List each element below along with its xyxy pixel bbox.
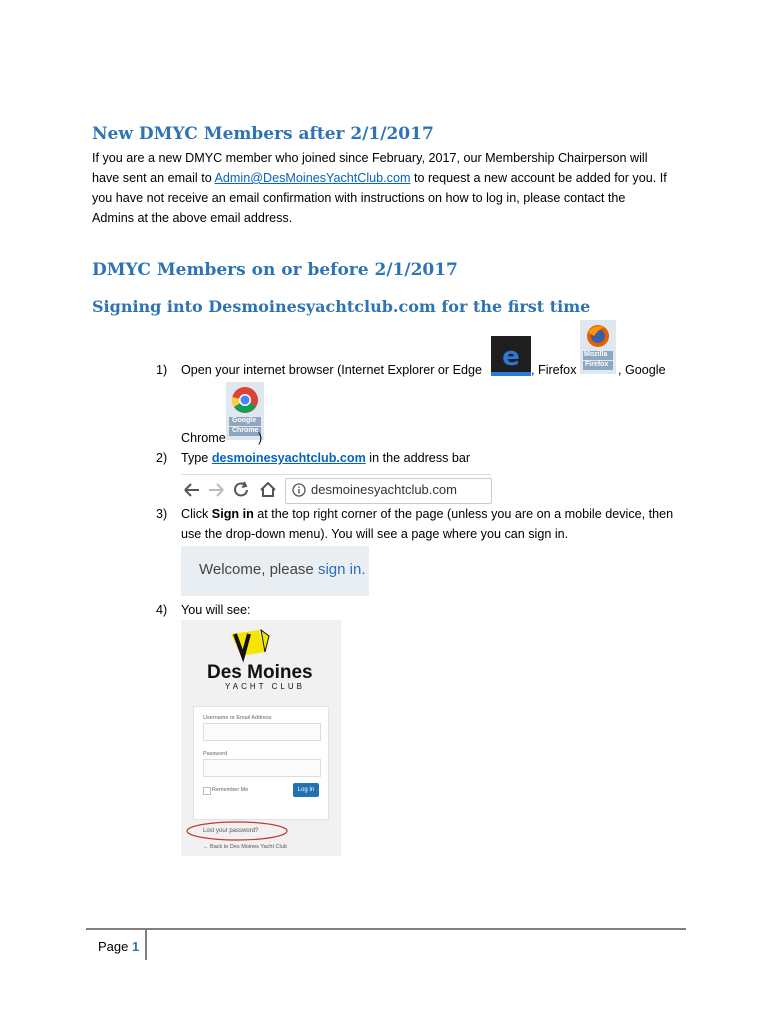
firefox-icon bbox=[580, 320, 616, 374]
remember-checkbox[interactable] bbox=[203, 787, 211, 795]
edge-icon bbox=[491, 336, 531, 376]
firefox-icon-label: Mozilla bbox=[584, 351, 608, 358]
remember-label: Remember Me bbox=[212, 787, 249, 793]
reload-icon bbox=[235, 482, 247, 495]
subheading-first-sign-in: Signing into Desmoinesyachtclub.com for the first time bbox=[92, 297, 591, 316]
address-bar-url: desmoinesyachtclub.com bbox=[311, 482, 457, 497]
password-label: Password bbox=[203, 751, 228, 757]
footer-vertical-rule bbox=[145, 930, 147, 960]
page-label: Page bbox=[98, 939, 132, 954]
paragraph-line bbox=[92, 168, 682, 188]
forward-arrow-icon bbox=[209, 484, 223, 496]
step-1-text-chrome: Chrome bbox=[181, 431, 226, 445]
step-3-post: at the top right corner of the page (unless you are on a mobile device, then bbox=[253, 507, 674, 521]
step-2-post: in the address bar bbox=[365, 451, 471, 465]
address-bar-screenshot bbox=[181, 474, 491, 505]
welcome-sign-in-screenshot bbox=[181, 546, 369, 596]
step-1-text-firefox: , Firefox bbox=[531, 363, 577, 377]
chrome-icon-label: Google bbox=[232, 417, 257, 424]
welcome-text bbox=[199, 561, 365, 578]
paragraph-line: Admins at the above email address. bbox=[92, 211, 293, 225]
footer-rule bbox=[86, 928, 686, 930]
step-1-text-google: , Google bbox=[618, 363, 666, 377]
step-3-number: 3) bbox=[156, 507, 168, 521]
firefox-icon-label: Firefox bbox=[585, 361, 609, 368]
username-label: Username or Email Address bbox=[203, 715, 272, 721]
username-input[interactable] bbox=[203, 723, 321, 741]
back-arrow-icon bbox=[185, 484, 199, 496]
step-1-text: Open your internet browser (Internet Explorer or Edge bbox=[181, 363, 483, 377]
info-icon bbox=[292, 483, 306, 497]
login-form bbox=[193, 706, 329, 820]
step-3-bold: Sign in bbox=[211, 507, 254, 521]
page-number bbox=[98, 939, 139, 954]
logo-title: Des Moines bbox=[207, 662, 313, 683]
step-1-text-close: ) bbox=[258, 431, 263, 445]
home-icon bbox=[261, 483, 275, 496]
step-2-number: 2) bbox=[156, 451, 168, 465]
password-input[interactable] bbox=[203, 759, 321, 777]
step-2-pre: Type bbox=[181, 451, 212, 465]
step-4-text: You will see: bbox=[181, 603, 251, 617]
svg-text:e: e bbox=[502, 342, 520, 372]
step-3-text-line2: use the drop-down menu). You will see a page where you can sign in. bbox=[181, 527, 569, 541]
section-heading-new-members: New DMYC Members after 2/1/2017 bbox=[92, 124, 434, 144]
paragraph-line: you have not receive an email confirmation with instructions on how to log in, please contact the bbox=[92, 191, 626, 205]
new-members-paragraph bbox=[92, 148, 682, 228]
red-circle-highlight-icon bbox=[185, 820, 295, 842]
paragraph-line: If you are a new DMYC member who joined since February, 2017, our Membership Chairperson will bbox=[92, 151, 648, 165]
chrome-icon-label: Chrome bbox=[232, 427, 259, 434]
step-2-text bbox=[181, 451, 470, 465]
step-3-text bbox=[181, 507, 673, 521]
paragraph-text: have sent an email to bbox=[92, 171, 215, 185]
login-button[interactable]: Log In bbox=[293, 783, 319, 797]
logo-subtitle: YACHT CLUB bbox=[225, 682, 305, 691]
back-to-site-link[interactable]: ← Back to Des Moines Yacht Club bbox=[203, 844, 287, 850]
paragraph-text: to request a new account be added for you. If bbox=[410, 171, 667, 185]
section-heading-existing-members: DMYC Members on or before 2/1/2017 bbox=[92, 260, 458, 280]
welcome-sign-in-link: sign in. bbox=[317, 561, 366, 578]
page-number-value: 1 bbox=[131, 939, 140, 954]
login-page-screenshot bbox=[181, 620, 341, 856]
step-4-number: 4) bbox=[156, 603, 168, 617]
step-1-number: 1) bbox=[156, 363, 168, 377]
step-3-pre: Click bbox=[181, 507, 212, 521]
welcome-text-a: Welcome, please bbox=[199, 561, 318, 578]
lost-password-link[interactable]: Lost your password? bbox=[203, 828, 259, 834]
site-url-link[interactable]: desmoinesyachtclub.com bbox=[211, 451, 366, 465]
admin-email-link[interactable]: Admin@DesMoinesYachtClub.com bbox=[214, 171, 411, 185]
